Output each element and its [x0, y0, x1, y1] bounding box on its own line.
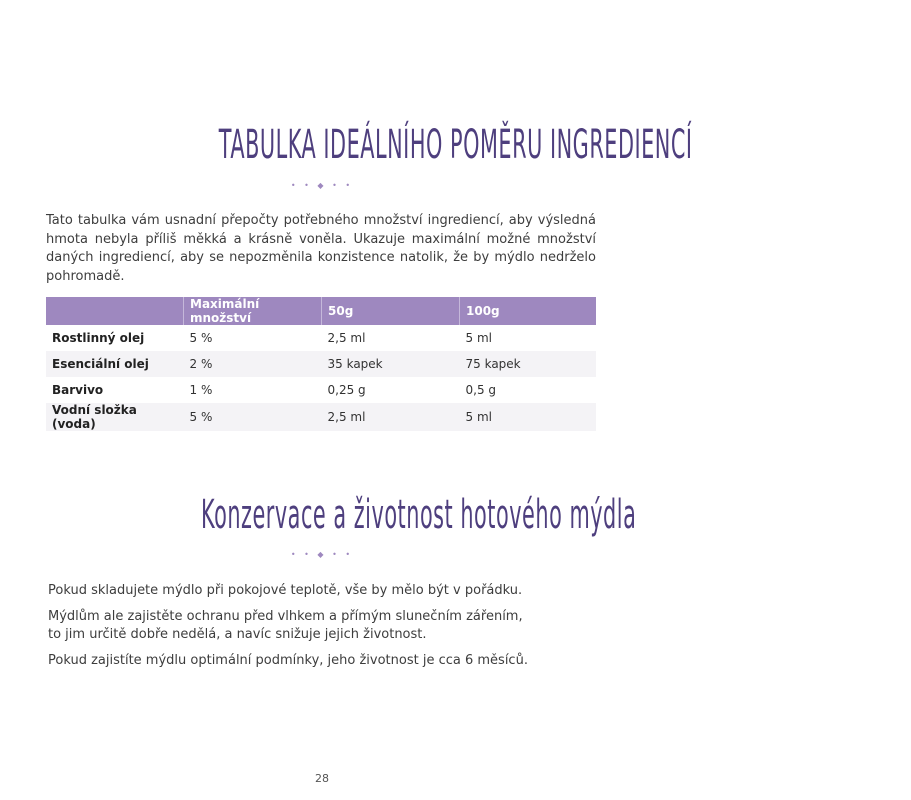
header-cell: Maximální množství — [184, 297, 322, 325]
intro-paragraph: Tato tabulka vám usnadní přepočty potřebného množství ingrediencí, aby výsledná hmota nebyla příliš měkká a krásně voněla. Ukazuje maximální možné množství daných ingrediencí, aby se nepozměnila konzistence natolik, že by mýdlo nedrželo pohromadě. — [46, 213, 596, 284]
page-number: 28 — [315, 772, 329, 785]
cell: 35 kapek — [322, 351, 460, 377]
section-title-ingredients — [0, 122, 693, 168]
table-row — [46, 377, 596, 403]
cell: 2,5 ml — [327, 331, 366, 345]
divider-ornament: • • ◆ • • — [290, 181, 354, 190]
cell: 5 % — [189, 331, 213, 345]
cell: 5 ml — [460, 403, 597, 431]
title-text: TABULKA IDEÁLNÍHO POMĚRU INGREDIENCÍ — [218, 122, 693, 168]
row-label: Rostlinný olej — [52, 331, 145, 345]
paragraph: Pokud skladujete mýdlo při pokojové teplotě, vše by mělo být v pořádku. — [48, 583, 523, 598]
cell: 0,5 g — [465, 383, 497, 397]
paragraph: to jim určitě dobře nedělá, a navíc snižuje jejich životnost. — [48, 627, 427, 642]
row-label: Vodní složka (voda) — [46, 403, 184, 431]
header-cell — [46, 297, 184, 325]
header-cell: 50g — [322, 297, 460, 325]
table-header-row — [46, 297, 596, 325]
cell: 2 % — [184, 351, 322, 377]
cell: 0,25 g — [327, 383, 366, 397]
table-row — [46, 403, 596, 431]
row-label: Esenciální olej — [46, 351, 184, 377]
paragraph: Pokud zajistíte mýdlu optimální podmínky, jeho životnost je cca 6 měsíců. — [48, 653, 528, 668]
section-title-preservation — [0, 492, 644, 538]
table-row — [46, 351, 596, 377]
cell: 75 kapek — [460, 351, 597, 377]
cell: 1 % — [189, 383, 213, 397]
cell: 5 ml — [465, 331, 492, 345]
ingredients-table — [46, 297, 596, 431]
row-label: Barvivo — [52, 383, 104, 397]
paragraph: Mýdlům ale zajistěte ochranu před vlhkem a přímým slunečním zářením, — [48, 609, 523, 624]
table-row — [46, 325, 596, 351]
title-text: Konzervace a životnost hotového mýdla — [200, 492, 637, 538]
cell: 5 % — [184, 403, 322, 431]
cell: 2,5 ml — [322, 403, 460, 431]
header-cell: 100g — [460, 297, 597, 325]
divider-ornament: • • ◆ • • — [290, 550, 354, 559]
